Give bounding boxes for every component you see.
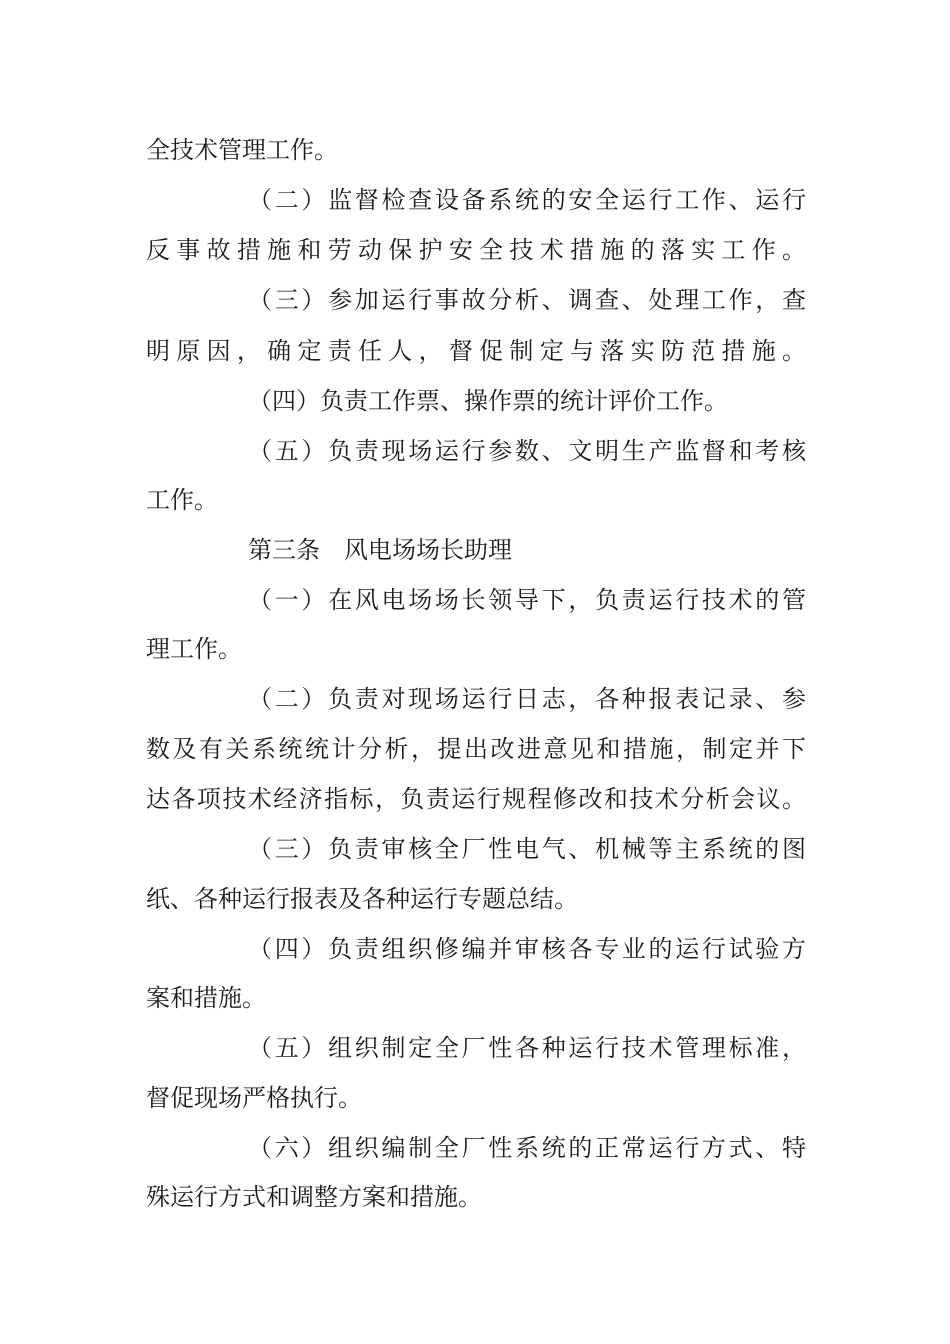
paragraph-line: 反事故措施和劳动保护安全技术措施的落实工作。	[146, 236, 806, 264]
paragraph-line: （四）负责组织修编并审核各专业的运行试验方	[248, 935, 806, 963]
paragraph-line: 全技术管理工作。	[146, 136, 338, 164]
paragraph-line: （五）组织制定全厂性各种运行技术管理标准，	[248, 1034, 806, 1062]
paragraph-line: （三）负责审核全厂性电气、机械等主系统的图	[248, 835, 806, 863]
paragraph-line: （五）负责现场运行参数、文明生产监督和考核	[248, 437, 806, 465]
paragraph-line: 殊运行方式和调整方案和措施。	[146, 1183, 482, 1211]
paragraph-line: 案和措施。	[146, 984, 266, 1012]
paragraph-line: （三）参加运行事故分析、调查、处理工作，查	[248, 286, 806, 314]
article-heading: 第三条 风电场场长助理	[248, 536, 512, 564]
paragraph-line: 理工作。	[146, 635, 242, 663]
paragraph-line: （二）负责对现场运行日志，各种报表记录、参	[248, 685, 806, 713]
paragraph-line: 工作。	[146, 486, 218, 514]
paragraph-line: 数及有关系统统计分析，提出改进意见和措施，制定并下	[146, 735, 806, 763]
paragraph-line: （一）在风电场场长领导下，负责运行技术的管	[248, 586, 806, 614]
paragraph-line: 督促现场严格执行。	[146, 1084, 362, 1112]
paragraph-line: （四）负责工作票、操作票的统计评价工作。	[248, 387, 728, 415]
paragraph-line: （二）监督检查设备系统的安全运行工作、运行	[248, 186, 806, 214]
paragraph-line: 达各项技术经济指标，负责运行规程修改和技术分析会议。	[146, 785, 806, 813]
paragraph-line: （六）组织编制全厂性系统的正常运行方式、特	[248, 1134, 806, 1162]
paragraph-line: 明原因，确定责任人，督促制定与落实防范措施。	[146, 337, 806, 365]
paragraph-line: 纸、各种运行报表及各种运行专题总结。	[146, 885, 578, 913]
